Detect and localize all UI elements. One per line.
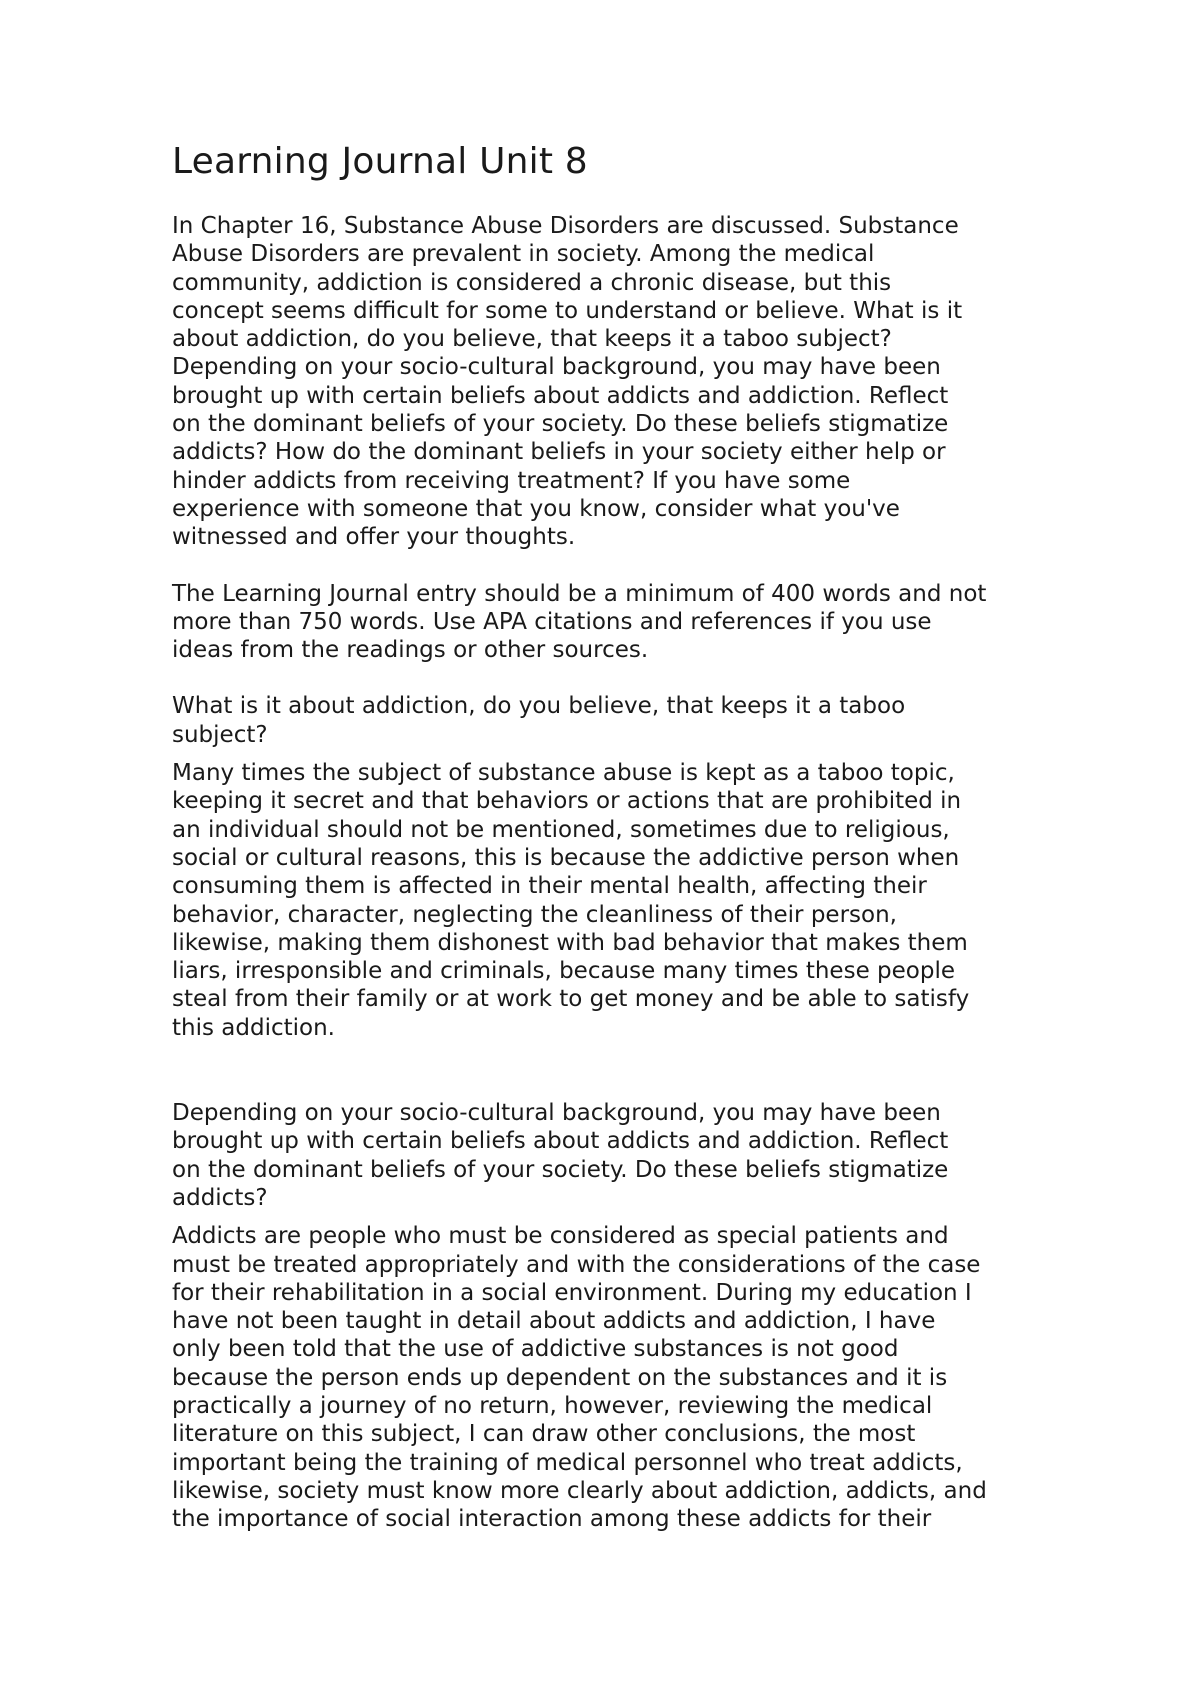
assignment-requirements: The Learning Journal entry should be a minimum of 400 words and not more than 750 words. Use APA citations and references if you use ideas from the readings or other sources.	[172, 580, 987, 664]
answer-1: Many times the subject of substance abuse is kept as a taboo topic, keeping it secret and that behaviors or actions that are prohibited in an individual should not be mentioned, sometimes due to religious, social or cultural reasons, this is because the addictive person when consuming them is affected in their mental health, affecting their behavior, character, neglecting the cleanliness of their person, likewise, making them dishonest with bad behavior that makes them liars, irresponsible and criminals, because many times these people steal from their family or at work to get money and be able to satisfy this addiction.	[172, 760, 970, 1041]
answer-2: Addicts are people who must be considered as special patients and must be treated appropriately and with the considerations of the case for their rehabilitation in a social environment. During my education I have not been taught in detail about addicts and addiction, I have only been told that the use of addictive substances is not good because the person ends up dependent on the substances and it is practically a journey of no return, however, reviewing the medical literature on this subject, I can draw other conclusions, the most important being the training of medical personnel who treat addicts, likewise, society must know more clearly about addiction, addicts, and the importance of social interaction among these addicts for their	[172, 1223, 987, 1533]
document-title: Learning Journal Unit 8	[172, 141, 588, 182]
question-2: Depending on your socio-cultural background, you may have been brought up with certain beliefs about addicts and addiction. Reflect on the dominant beliefs of your society. Do these beliefs stigmatize addicts?	[172, 1100, 949, 1211]
question-1: What is it about addiction, do you believe, that keeps it a taboo subject?	[172, 693, 906, 748]
document-page	[172, 140, 1052, 1533]
assignment-prompt: In Chapter 16, Substance Abuse Disorders are discussed. Substance Abuse Disorders are prevalent in society. Among the medical community, addiction is considered a chronic disease, but this concept seems difficult for some to understand or believe. What is it about addiction, do you believe, that keeps it a taboo subject? Depending on your socio-cultural background, you may have been brought up with certain beliefs about addicts and addiction. Reflect on the dominant beliefs of your society. Do these beliefs stigmatize addicts? How do the dominant beliefs in your society either help or hinder addicts from receiving treatment? If you have some experience with someone that you know, consider what you've witnessed and offer your thoughts.	[172, 213, 963, 551]
